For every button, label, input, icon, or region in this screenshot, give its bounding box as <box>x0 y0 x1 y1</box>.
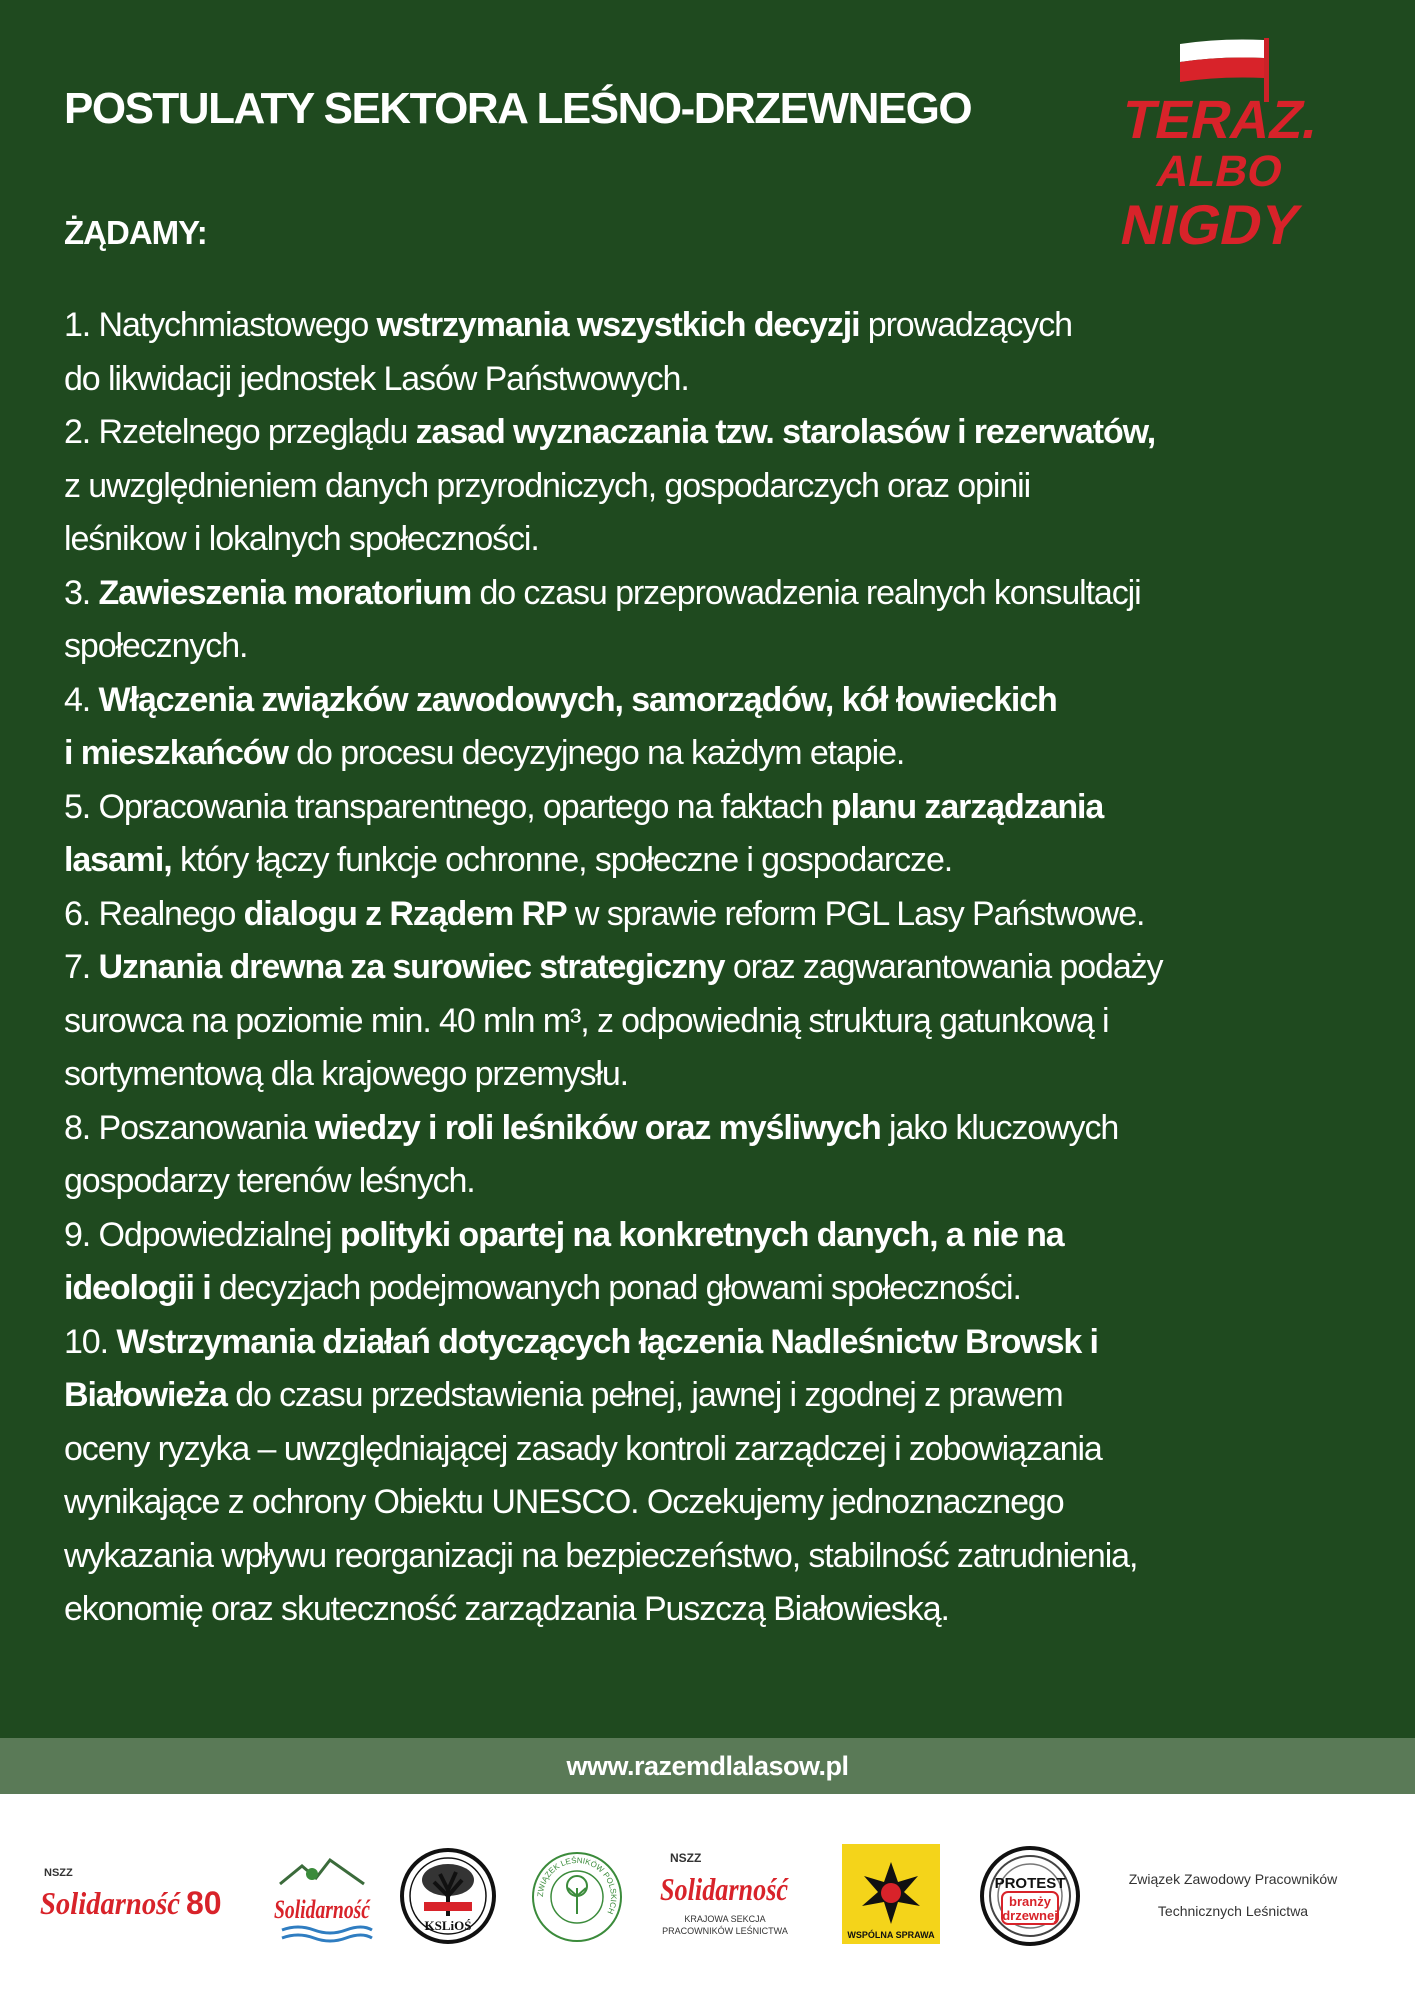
wspolna-sprawa-logo <box>842 1844 940 1944</box>
postulate-number: 2. <box>64 413 99 451</box>
postulate-text: prowadzących <box>859 306 1072 344</box>
postulates-list <box>64 299 1354 1637</box>
zwiazek-zawodowy-pracownikow-text-logo <box>1108 1866 1358 1926</box>
postulate-item <box>64 674 1354 781</box>
postulate-number: 6. <box>64 894 99 933</box>
postulate-text: w sprawie reform PGL Lasy Państwowe. <box>566 894 1145 933</box>
url-bar <box>0 1738 1415 1794</box>
solidarnosc-80-logo <box>36 1862 246 1942</box>
page-title: POSTULATY SEKTORA LEŚNO-DRZEWNEGO <box>64 84 972 133</box>
postulate-item <box>64 781 1354 888</box>
postulate-emphasis: i mieszkańców <box>64 734 288 772</box>
postulate-item <box>64 1102 1354 1209</box>
postulate-emphasis: Uznania drewna za surowiec strategiczny <box>98 948 725 986</box>
postulate-emphasis: Włączenia związków zawodowych, samorządów, kół łowieckich <box>98 680 1057 719</box>
svg-text:Technicznych Leśnictwa: Technicznych Leśnictwa <box>1157 1903 1309 1919</box>
postulate-emphasis: polityki opartej na konkretnych danych, a nie na <box>339 1215 1064 1254</box>
postulate-item <box>64 1316 1354 1637</box>
svg-text:NSZZ: NSZZ <box>670 1851 702 1865</box>
postulate-emphasis: dialogu z Rządem RP <box>243 894 567 933</box>
protest-branzy-drzewnej-logo <box>978 1844 1082 1948</box>
postulate-text: ekonomię oraz skuteczność zarządzania Puszczą Białowieską. <box>64 1590 949 1628</box>
postulate-text: wynikające z ochrony Obiektu UNESCO. Oczekujemy jednoznacznego <box>64 1483 1064 1521</box>
svg-text:PRACOWNIKÓW LEŚNICTWA: PRACOWNIKÓW LEŚNICTWA <box>662 1926 788 1936</box>
svg-text:branży: branży <box>1009 1894 1051 1909</box>
postulate-number: 1. <box>64 306 99 344</box>
postulate-text: wykazania wpływu reorganizacji na bezpieczeństwo, stabilność zatrudnienia, <box>64 1536 1138 1575</box>
postulate-emphasis: lasami, <box>64 841 172 879</box>
svg-text:WSPÓLNA SPRAWA: WSPÓLNA SPRAWA <box>847 1930 935 1940</box>
postulate-item <box>64 406 1354 567</box>
postulate-item <box>64 1209 1354 1316</box>
logo-line-3: NIGDY <box>1115 193 1306 256</box>
zwiazek-lesnikow-polskich-logo <box>530 1850 624 1944</box>
postulate-text: do procesu decyzyjnego na każdym etapie. <box>287 734 905 772</box>
solidarnosc-mountains-logo <box>268 1850 378 1950</box>
postulate-number: 10. <box>64 1322 117 1361</box>
postulate-item <box>64 299 1354 406</box>
logo-line-1: TERAZ. <box>1117 89 1325 150</box>
svg-text:NSZZ: NSZZ <box>44 1867 73 1879</box>
svg-text:KRAJOWA SEKCJA: KRAJOWA SEKCJA <box>684 1914 766 1924</box>
postulate-text: gospodarzy terenów leśnych. <box>64 1162 475 1200</box>
website-link[interactable]: www.razemdlalasow.pl <box>566 1750 849 1781</box>
svg-text:Solidarność: Solidarność <box>660 1871 790 1907</box>
postulate-item <box>64 567 1354 674</box>
svg-text:Związek Zawodowy Pracowników: Związek Zawodowy Pracowników <box>1128 1871 1338 1887</box>
svg-text:ZWIĄZEK LEŚNIKÓW POLSKICH: ZWIĄZEK LEŚNIKÓW POLSKICH <box>535 1855 619 1916</box>
postulate-number: 4. <box>64 680 99 719</box>
logo-line-2: ALBO <box>1152 147 1288 196</box>
solidarnosc-krajowa-sekcja-logo <box>650 1846 800 1950</box>
postulate-text: z uwzględnieniem danych przyrodniczych, gospodarczych oraz opinii <box>64 466 1031 505</box>
postulate-text: Rzetelnego przeglądu <box>98 413 416 451</box>
postulate-number: 9. <box>64 1215 99 1254</box>
postulate-emphasis: Zawieszenia moratorium <box>98 573 472 612</box>
postulate-item <box>64 888 1354 942</box>
postulate-text: sortymentową dla krajowego przemysłu. <box>64 1055 628 1093</box>
postulate-text: do czasu przedstawienia pełnej, jawnej i zgodnej z prawem <box>226 1376 1063 1414</box>
postulate-text: surowca na poziomie min. 40 mln m³, z odpowiednią strukturą gatunkową i <box>64 1001 1109 1040</box>
postulate-text: oceny ryzyka – uwzględniającej zasady kontroli zarządczej i zobowiązania <box>64 1429 1102 1468</box>
postulate-text: Poszanowania <box>98 1108 315 1147</box>
svg-text:KSLiOŚ: KSLiOŚ <box>424 1918 472 1933</box>
postulate-text: społecznych. <box>64 627 248 665</box>
postulate-emphasis: planu zarządzania <box>830 787 1104 826</box>
postulate-emphasis: zasad wyznaczania tzw. starolasów i rezerwatów, <box>415 413 1156 451</box>
postulate-text: do likwidacji jednostek Lasów Państwowych. <box>64 359 689 398</box>
postulate-number: 5. <box>64 787 99 826</box>
postulate-number: 7. <box>64 948 99 986</box>
postulate-text: jako kluczowych <box>880 1108 1119 1147</box>
kslios-logo <box>398 1846 498 1946</box>
postulate-emphasis: ideologii i <box>64 1269 211 1307</box>
svg-text:PROTEST: PROTEST <box>994 1875 1066 1892</box>
postulate-text: Opracowania transparentnego, opartego na faktach <box>98 787 831 826</box>
postulate-number: 3. <box>64 573 99 612</box>
postulate-text: Natychmiastowego <box>98 306 377 344</box>
postulate-emphasis: Białowieża <box>64 1376 227 1414</box>
postulate-text: Realnego <box>98 894 244 933</box>
postulate-text: do czasu przeprowadzenia realnych konsultacji <box>471 573 1141 612</box>
svg-text:Solidarność: Solidarność <box>40 1885 182 1921</box>
sponsor-logos-bar <box>0 1794 1415 2000</box>
svg-text:Solidarność: Solidarność <box>274 1895 372 1924</box>
svg-text:drzewnej: drzewnej <box>1002 1908 1058 1923</box>
postulate-emphasis: wstrzymania wszystkich decyzji <box>376 306 860 344</box>
postulate-text: leśnikow i lokalnych społeczności. <box>64 520 539 558</box>
svg-text:80: 80 <box>186 1885 222 1921</box>
postulate-text: oraz zagwarantowania podaży <box>724 948 1163 986</box>
postulate-item <box>64 941 1354 1102</box>
postulate-number: 8. <box>64 1108 99 1147</box>
demands-heading: ŻĄDAMY: <box>64 214 207 251</box>
postulate-text: decyzjach podejmowanych ponad głowami społeczności. <box>210 1269 1021 1307</box>
teraz-albo-nigdy-logo <box>1100 30 1330 260</box>
postulate-text: który łączy funkcje ochronne, społeczne i gospodarcze. <box>171 841 953 879</box>
postulate-emphasis: Wstrzymania działań dotyczących łączenia Nadleśnictw Browsk i <box>116 1322 1098 1361</box>
postulate-emphasis: wiedzy i roli leśników oraz myśliwych <box>314 1108 881 1147</box>
postulate-text: Odpowiedzialnej <box>98 1215 340 1254</box>
